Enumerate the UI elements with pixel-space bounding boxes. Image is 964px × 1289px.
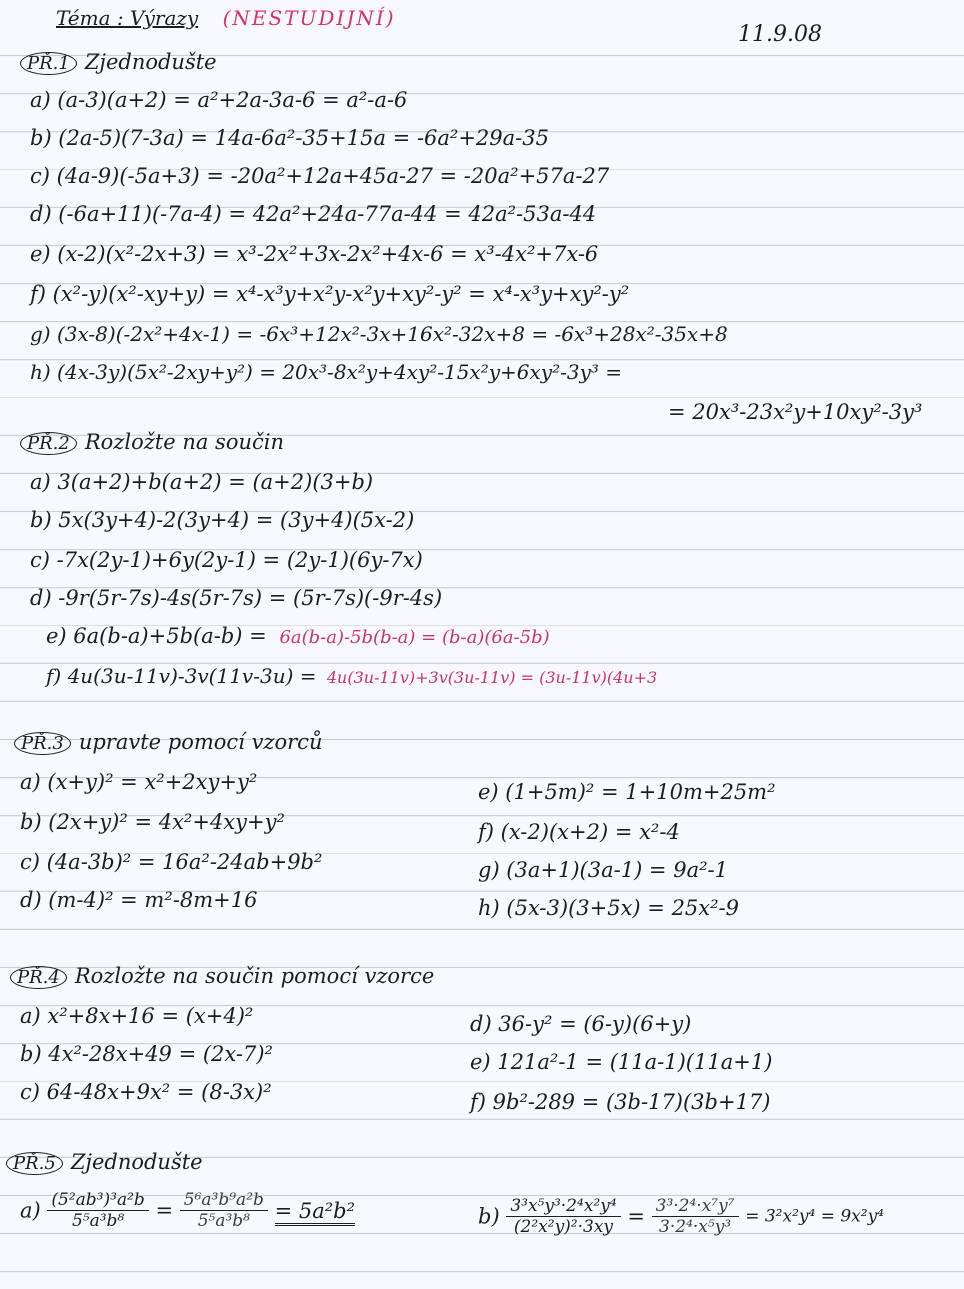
s2-item-b: b) 5x(3y+4)-2(3y+4) = (3y+4)(5x-2) (30, 508, 415, 532)
s2-item-d: d) -9r(5r-7s)-4s(5r-7s) = (5r-7s)(-9r-4s) (30, 586, 443, 610)
s1-item-e: e) (x-2)(x²-2x+3) = x³-2x²+3x-2x²+4x-6 = x³-4x²+7x-6 (30, 242, 599, 266)
s2-item-e-right: 6a(b-a)-5b(b-a) = (b-a)(6a-5b) (279, 627, 550, 648)
s5-b-denominator: (2²x²y)²·3xy (513, 1217, 614, 1237)
s5-a-denominator: 5⁵a³b⁸ (71, 1211, 125, 1231)
section-2-heading (20, 430, 284, 455)
s2-item-c: c) -7x(2y-1)+6y(2y-1) = (2y-1)(6y-7x) (30, 548, 423, 572)
s4-item-a: a) x²+8x+16 = (x+4)² (20, 1004, 254, 1028)
section-heading: Rozložte na součin pomocí vzorce (74, 964, 435, 988)
s3-item-e: e) (1+5m)² = 1+10m+25m² (478, 780, 776, 804)
title-note: (NESTUDIJNÍ) (222, 6, 396, 30)
page-title (56, 6, 396, 30)
s3-item-c: c) (4a-3b)² = 16a²-24ab+9b² (20, 850, 323, 874)
s5-item-a: a) $\frac{\text{(5²ab³)³a²b}}{\text{5⁵a³b⁸}}$ = $\frac{\text{5⁶a³b⁹a²b}}{\text{5⁵a³b⁸}}$ = 5a²b² (20, 1190, 356, 1231)
s5-a-fraction (47, 1190, 148, 1231)
s2-item-a: a) 3(a+2)+b(a+2) = (a+2)(3+b) (30, 470, 374, 494)
s1-item-h: h) (4x-3y)(5x²-2xy+y²) = 20x³-8x²y+4xy²-15x²y+6xy²-3y³ = (30, 360, 623, 384)
s5-a-mid-numerator: 5⁶a³b⁹a²b (180, 1190, 268, 1211)
s5-b-prefix: b) (478, 1204, 500, 1229)
s2-item-f (46, 664, 657, 688)
s3-item-d: d) (m-4)² = m²-8m+16 (20, 888, 258, 912)
s1-item-h-cont: = 20x³-23x²y+10xy²-3y³ (668, 400, 923, 424)
s3-item-b: b) (2x+y)² = 4x²+4xy+y² (20, 810, 285, 834)
section-label: PŘ.3 (14, 732, 71, 755)
s5-b-numerator: 3³x⁵y³·2⁴x²y⁴ (506, 1196, 620, 1217)
s5-b-result: = 3²x²y⁴ = 9x²y⁴ (745, 1206, 884, 1227)
s4-item-d: d) 36-y² = (6-y)(6+y) (470, 1012, 692, 1036)
section-5-heading (6, 1150, 203, 1175)
section-heading: Zjednodušte (70, 1150, 203, 1174)
s2-item-e-left: e) 6a(b-a)+5b(a-b) = (46, 624, 267, 648)
section-heading: Rozložte na součin (84, 430, 284, 454)
s2-item-f-left: f) 4u(3u-11v)-3v(11v-3u) = (46, 664, 317, 688)
section-3-heading (14, 730, 322, 755)
section-1-heading (20, 50, 217, 75)
s5-b-mid-denominator: 3·2⁴·x⁵y³ (659, 1217, 732, 1237)
s2-item-e (46, 624, 550, 648)
section-heading: Zjednodušte (84, 50, 217, 74)
s1-item-f: f) (x²-y)(x²-xy+y) = x⁴-x³y+x²y-x²y+xy²-y² = x⁴-x³y+xy²-y² (30, 282, 630, 306)
s4-item-f: f) 9b²-289 = (3b-17)(3b+17) (470, 1090, 771, 1114)
title: Téma : Výrazy (56, 6, 199, 30)
s4-item-e: e) 121a²-1 = (11a-1)(11a+1) (470, 1050, 773, 1074)
s1-item-a: a) (a-3)(a+2) = a²+2a-3a-6 = a²-a-6 (30, 88, 408, 112)
s3-item-h: h) (5x-3)(3+5x) = 25x²-9 (478, 896, 740, 920)
s3-item-g: g) (3a+1)(3a-1) = 9a²-1 (478, 858, 728, 882)
section-label: PŘ.2 (20, 432, 77, 455)
s1-item-d: d) (-6a+11)(-7a-4) = 42a²+24a-77a-44 = 42a²-53a-44 (30, 202, 597, 226)
s5-b-fraction (506, 1196, 620, 1237)
s5-a-numerator: (5²ab³)³a²b (47, 1190, 148, 1211)
s4-item-c: c) 64-48x+9x² = (8-3x)² (20, 1080, 272, 1104)
s5-item-b: b) $\frac{\text{3³x⁵y³·2⁴x²y⁴}}{\text{(2²x²y)²·3xy}}$ = $\frac{\text{3³·2⁴·x⁷y⁷}}{\text{3·2⁴·x⁵y³}}$ = 3²x²y⁴ = 9x²y⁴ (478, 1196, 884, 1237)
section-label: PŘ.5 (6, 1152, 63, 1175)
date: 11.9.08 (738, 22, 822, 47)
s5-a-prefix: a) (20, 1198, 41, 1223)
s5-a-result: = 5a²b² (275, 1199, 355, 1226)
section-heading: upravte pomocí vzorců (78, 730, 323, 754)
section-label: PŘ.4 (10, 966, 67, 989)
s2-item-f-right: 4u(3u-11v)+3v(3u-11v) = (3u-11v)(4u+3 (326, 668, 658, 687)
s1-item-g: g) (3x-8)(-2x²+4x-1) = -6x³+12x²-3x+16x²-32x+8 = -6x³+28x²-35x+8 (30, 322, 728, 346)
section-label: PŘ.1 (20, 52, 77, 75)
s1-item-b: b) (2a-5)(7-3a) = 14a-6a²-35+15a = -6a²+29a-35 (30, 126, 549, 150)
s4-item-b: b) 4x²-28x+49 = (2x-7)² (20, 1042, 273, 1066)
s5-a-mid-fraction (180, 1190, 268, 1231)
s5-b-mid-fraction (652, 1196, 739, 1237)
section-4-heading (10, 964, 434, 989)
s3-item-a: a) (x+y)² = x²+2xy+y² (20, 770, 258, 794)
s5-a-mid-denominator: 5⁵a³b⁸ (197, 1211, 250, 1231)
s3-item-f: f) (x-2)(x+2) = x²-4 (478, 820, 680, 844)
s1-item-c: c) (4a-9)(-5a+3) = -20a²+12a+45a-27 = -20a²+57a-27 (30, 164, 610, 188)
s5-b-mid-numerator: 3³·2⁴·x⁷y⁷ (652, 1196, 739, 1217)
